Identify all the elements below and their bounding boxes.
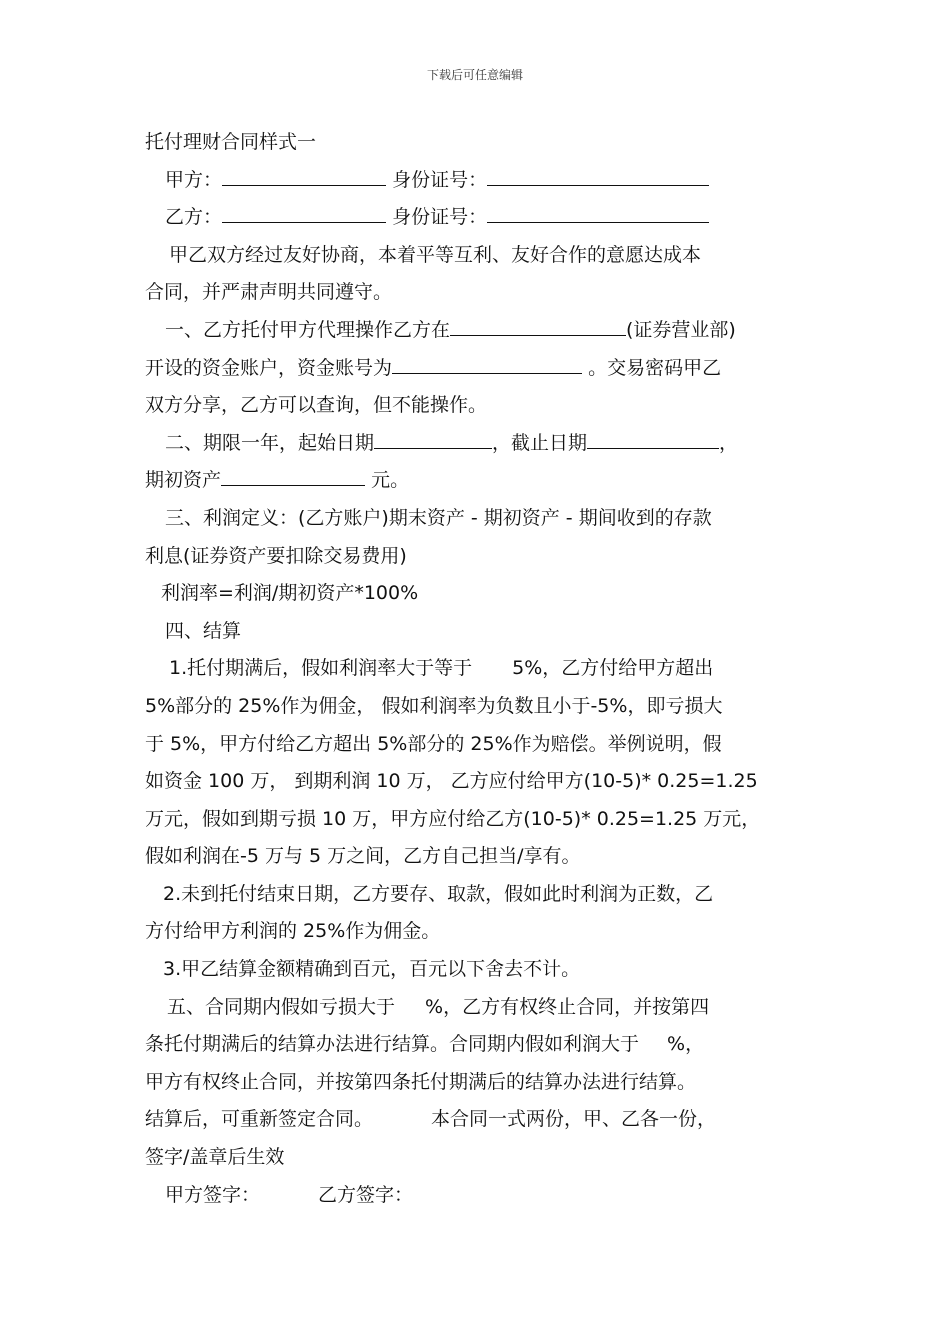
clause4-item1-a: 1.托付期满后，假如利润率大于等于 [169, 657, 473, 680]
clause5-line-1 [145, 989, 825, 1027]
party-b-name-blank [222, 200, 386, 223]
end-date-blank [587, 426, 719, 449]
profit-rate-formula: 利润率=利润/期初资产*100% [161, 582, 419, 605]
party-b-id-label: 身份证号： [392, 206, 488, 229]
party-a-line [145, 162, 825, 200]
clause5-text-b: %，乙方有权终止合同，并按第四 [425, 995, 710, 1018]
signature-line [145, 1177, 825, 1215]
clause1-text-c: 开设的资金账户，资金账号为 [145, 356, 393, 379]
clause5-line-5: 签字/盖章后生效 [145, 1146, 285, 1169]
clause5-line-4 [145, 1101, 825, 1139]
clause4-item2-line-1: 2.未到托付结束日期，乙方要存、取款，假如此时利润为正数，乙 [163, 882, 714, 905]
clause4-title: 四、结算 [165, 619, 242, 642]
clause1-line-3: 双方分享，乙方可以查询，但不能操作。 [145, 394, 488, 417]
clause3-line-1: 三、利润定义：(乙方账户)期末资产 - 期初资产 - 期间收到的存款 [165, 506, 712, 529]
account-number-blank [392, 351, 582, 374]
initial-assets-blank [221, 463, 365, 486]
clause4-item2-line-2: 方付给甲方利润的 25%作为佣金。 [145, 920, 441, 943]
party-b-id-blank [487, 200, 709, 223]
start-date-blank [374, 426, 492, 449]
intro-line-1: 甲乙双方经过友好协商，本着平等互利、友好合作的意愿达成本 [169, 243, 702, 266]
clause1-text-b: (证券营业部) [626, 318, 736, 341]
party-a-id-blank [487, 163, 709, 186]
party-a-signature-label: 甲方签字： [165, 1183, 261, 1206]
page-header: 下载后可任意编辑 [426, 68, 523, 82]
clause2-text-d: 期初资产 [145, 469, 222, 492]
clause4-item1-line-3: 于 5%，甲方付给乙方超出 5%部分的 25%作为赔偿。举例说明，假 [145, 732, 722, 755]
clause5-text-a: 五、合同期内假如亏损大于 [167, 995, 396, 1018]
clause1-text-d: 。交易密码甲乙 [588, 356, 722, 379]
clause1-text-a: 一、乙方托付甲方代理操作乙方在 [165, 318, 451, 341]
clause5-line-2 [145, 1026, 825, 1064]
clause4-item3: 3.甲乙结算金额精确到百元，百元以下舍去不计。 [163, 958, 581, 981]
clause2-text-a: 二、期限一年，起始日期 [165, 431, 375, 454]
clause2-line-2 [145, 462, 825, 500]
contract-body [145, 124, 825, 1214]
clause3-line-2: 利息(证券资产要扣除交易费用) [145, 544, 407, 567]
clause4-item1-line-2: 5%部分的 25%作为佣金， 假如利润率为负数且小于-5%，即亏损大 [145, 694, 723, 717]
clause2-text-b: ，截止日期 [492, 431, 588, 454]
party-b-line [145, 199, 825, 237]
clause5-text-d: %， [667, 1033, 705, 1056]
clause4-item1-line-5: 万元，假如到期亏损 10 万，甲方应付给乙方(10-5)* 0.25=1.25 万元， [145, 807, 761, 830]
party-a-id-label: 身份证号： [392, 168, 488, 191]
party-b-label: 乙方： [165, 206, 223, 229]
clause5-line-3: 甲方有权终止合同，并按第四条托付期满后的结算办法进行结算。 [145, 1070, 697, 1093]
clause2-text-e: 元。 [371, 469, 410, 492]
brokerage-blank [450, 313, 626, 336]
party-a-name-blank [222, 163, 386, 186]
clause1-line-1 [145, 312, 825, 350]
contract-title: 托付理财合同样式一 [145, 131, 317, 153]
clause4-item1-line-6: 假如利润在-5 万与 5 万之间，乙方自己担当/享有。 [145, 845, 581, 868]
clause4-item1-line-4: 如资金 100 万， 到期利润 10 万， 乙方应付给甲方(10-5)* 0.25=1.25 [145, 770, 758, 793]
clause2-text-c: ， [719, 431, 739, 454]
party-b-signature-label: 乙方签字： [318, 1183, 414, 1206]
clause2-line-1 [145, 425, 825, 463]
clause5-text-c: 条托付期满后的结算办法进行结算。合同期内假如利润大于 [145, 1033, 640, 1056]
clause5-text-f: 结算后，可重新签定合同。 [145, 1108, 374, 1131]
clause5-text-g: 本合同一式两份，甲、乙各一份， [431, 1108, 717, 1131]
clause4-item1-b: 5%，乙方付给甲方超出 [512, 657, 714, 680]
clause1-line-2 [145, 350, 825, 388]
party-a-label: 甲方： [165, 168, 223, 191]
clause4-item1-line-1 [145, 650, 825, 688]
intro-line-2: 合同，并严肃声明共同遵守。 [145, 281, 393, 304]
